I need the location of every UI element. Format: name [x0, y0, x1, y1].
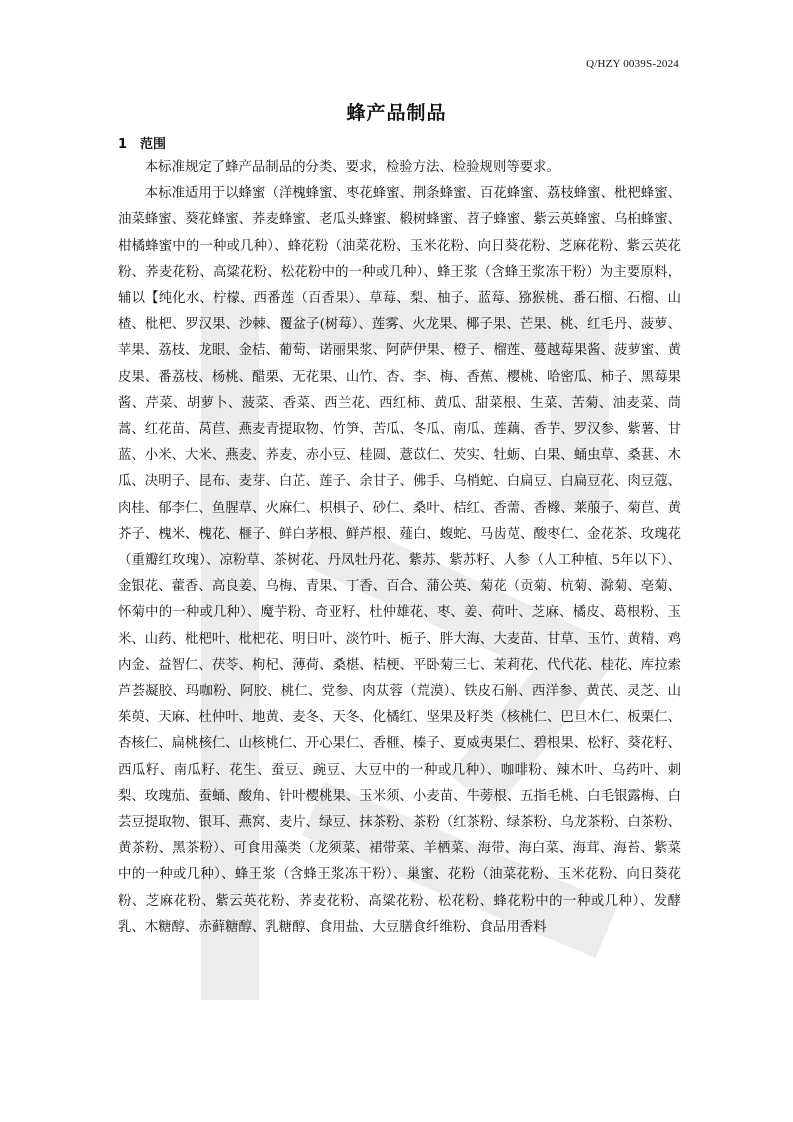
body-text [118, 155, 681, 941]
document-code: Q/HZY 0039S-2024 [586, 58, 679, 70]
section-heading [118, 133, 166, 152]
section-title: 范围 [140, 137, 167, 152]
paragraph: 本标准规定了蜂产品制品的分类、要求，检验方法、检验规则等要求。 [144, 160, 560, 175]
document-title: 蜂产品制品 [346, 102, 447, 124]
section-number: 1 [118, 137, 128, 152]
paragraph: 本标准适用于以蜂蜜（洋槐蜂蜜、枣花蜂蜜、荆条蜂蜜、百花蜂蜜、荔枝蜂蜜、枇杷蜂蜜、油菜蜂蜜、葵花蜂蜜、荞麦蜂蜜、老瓜头蜂蜜、椴树蜂蜜、苕子蜂蜜、紫云英蜂蜜、乌桕蜂蜜、柑橘蜂蜜中的一种或几种）、蜂花粉（油菜花粉、玉米花粉、向日葵花粉、芝麻花粉、紫云英花粉、荞麦花粉、高粱花粉、松花粉中的一种或几种）、蜂王浆（含蜂王浆冻干粉）为主要原料，辅以【纯化水、柠檬、西番莲（百香果）、草莓、梨、柚子、蓝莓、猕猴桃、番石榴、石榴、山楂、枇杷、罗汉果、沙棘、覆盆子(树莓）、莲雾、火龙果、椰子果、芒果、桃、红毛丹、菠萝、苹果、荔枝、龙眼、金桔、葡萄、诺丽果浆、阿萨伊果、橙子、榴莲、蔓越莓果酱、菠萝蜜、黄皮果、番荔枝、杨桃、醋栗、无花果、山竹、杏、李、梅、香蕉、樱桃、哈密瓜、柿子、黑莓果酱、芹菜、胡萝卜、菠菜、香菜、西兰花、西红柿、黄瓜、甜菜根、生菜、苦菊、油麦菜、茼蒿、红花苗、莴苣、燕麦青提取物、竹笋、苦瓜、冬瓜、南瓜、莲藕、香芋、罗汉参、紫薯、甘蓝、小米、大米、燕麦、荞麦、赤小豆、桂圆、薏苡仁、芡实、牡蛎、白果、蛹虫草、桑葚、木瓜、决明子、昆布、麦芽、白芷、莲子、余甘子、佛手、乌梢蛇、白扁豆、白扁豆花、肉豆蔻、肉桂、郁李仁、鱼腥草、火麻仁、枳椇子、砂仁、桑叶、桔红、香薷、香橼、莱菔子、菊苣、黄芥子、槐米、槐花、榧子、鲜白茅根、鲜芦根、薤白、蝮蛇、马齿苋、酸枣仁、金花茶、玫瑰花（重瓣红玫瑰）、凉粉草、茶树花、丹凤牡丹花、紫苏、紫苏籽、人参（人工种植、5年以下）、金银花、藿香、高良姜、乌梅、青果、丁香、百合、蒲公英、菊花（贡菊、杭菊、滁菊、亳菊、怀菊中的一种或几种）、魔芋粉、奇亚籽、杜仲雄花、枣、姜、荷叶、芝麻、橘皮、葛根粉、玉米、山药、枇杷叶、枇杷花、明日叶、淡竹叶、栀子、胖大海、大麦苗、甘草、玉竹、黄精、鸡内金、益智仁、茯苓、枸杞、薄荷、桑椹、桔梗、平卧菊三七、茉莉花、代代花、桂花、库拉索芦荟凝胶、玛咖粉、阿胶、桃仁、党参、肉苁蓉（荒漠）、铁皮石斛、西洋参、黄芪、灵芝、山茱萸、天麻、杜仲叶、地黄、麦冬、天冬、化橘红、坚果及籽类（核桃仁、巴旦木仁、板栗仁、杏核仁、扁桃核仁、山核桃仁、开心果仁、香榧、榛子、夏威夷果仁、碧根果、松籽、葵花籽、西瓜籽、南瓜籽、花生、蚕豆、豌豆、大豆中的一种或几种）、咖啡粉、辣木叶、乌药叶、刺梨、玫瑰茄、蚕蛹、酸角、针叶樱桃果、玉米须、小麦苗、牛蒡根、五指毛桃、白毛银露梅、白芸豆提取物、银耳、燕窝、麦片、绿豆、抹茶粉、茶粉（红茶粉、绿茶粉、乌龙茶粉、白茶粉、黄茶粉、黑茶粉）、可食用藻类（龙须菜、裙带菜、羊栖菜、海带、海白菜、海茸、海苔、紫菜中的一种或几种）、蜂王浆（含蜂王浆冻干粉）、巢蜜、花粉（油菜花粉、玉米花粉、向日葵花粉、芝麻花粉、紫云英花粉、荞麦花粉、高粱花粉、松花粉、蜂花粉中的一种或几种）、发酵乳、木糖醇、赤藓糖醇、乳糖醇、食用盐、大豆膳食纤维粉、食品用香料 [118, 186, 681, 935]
